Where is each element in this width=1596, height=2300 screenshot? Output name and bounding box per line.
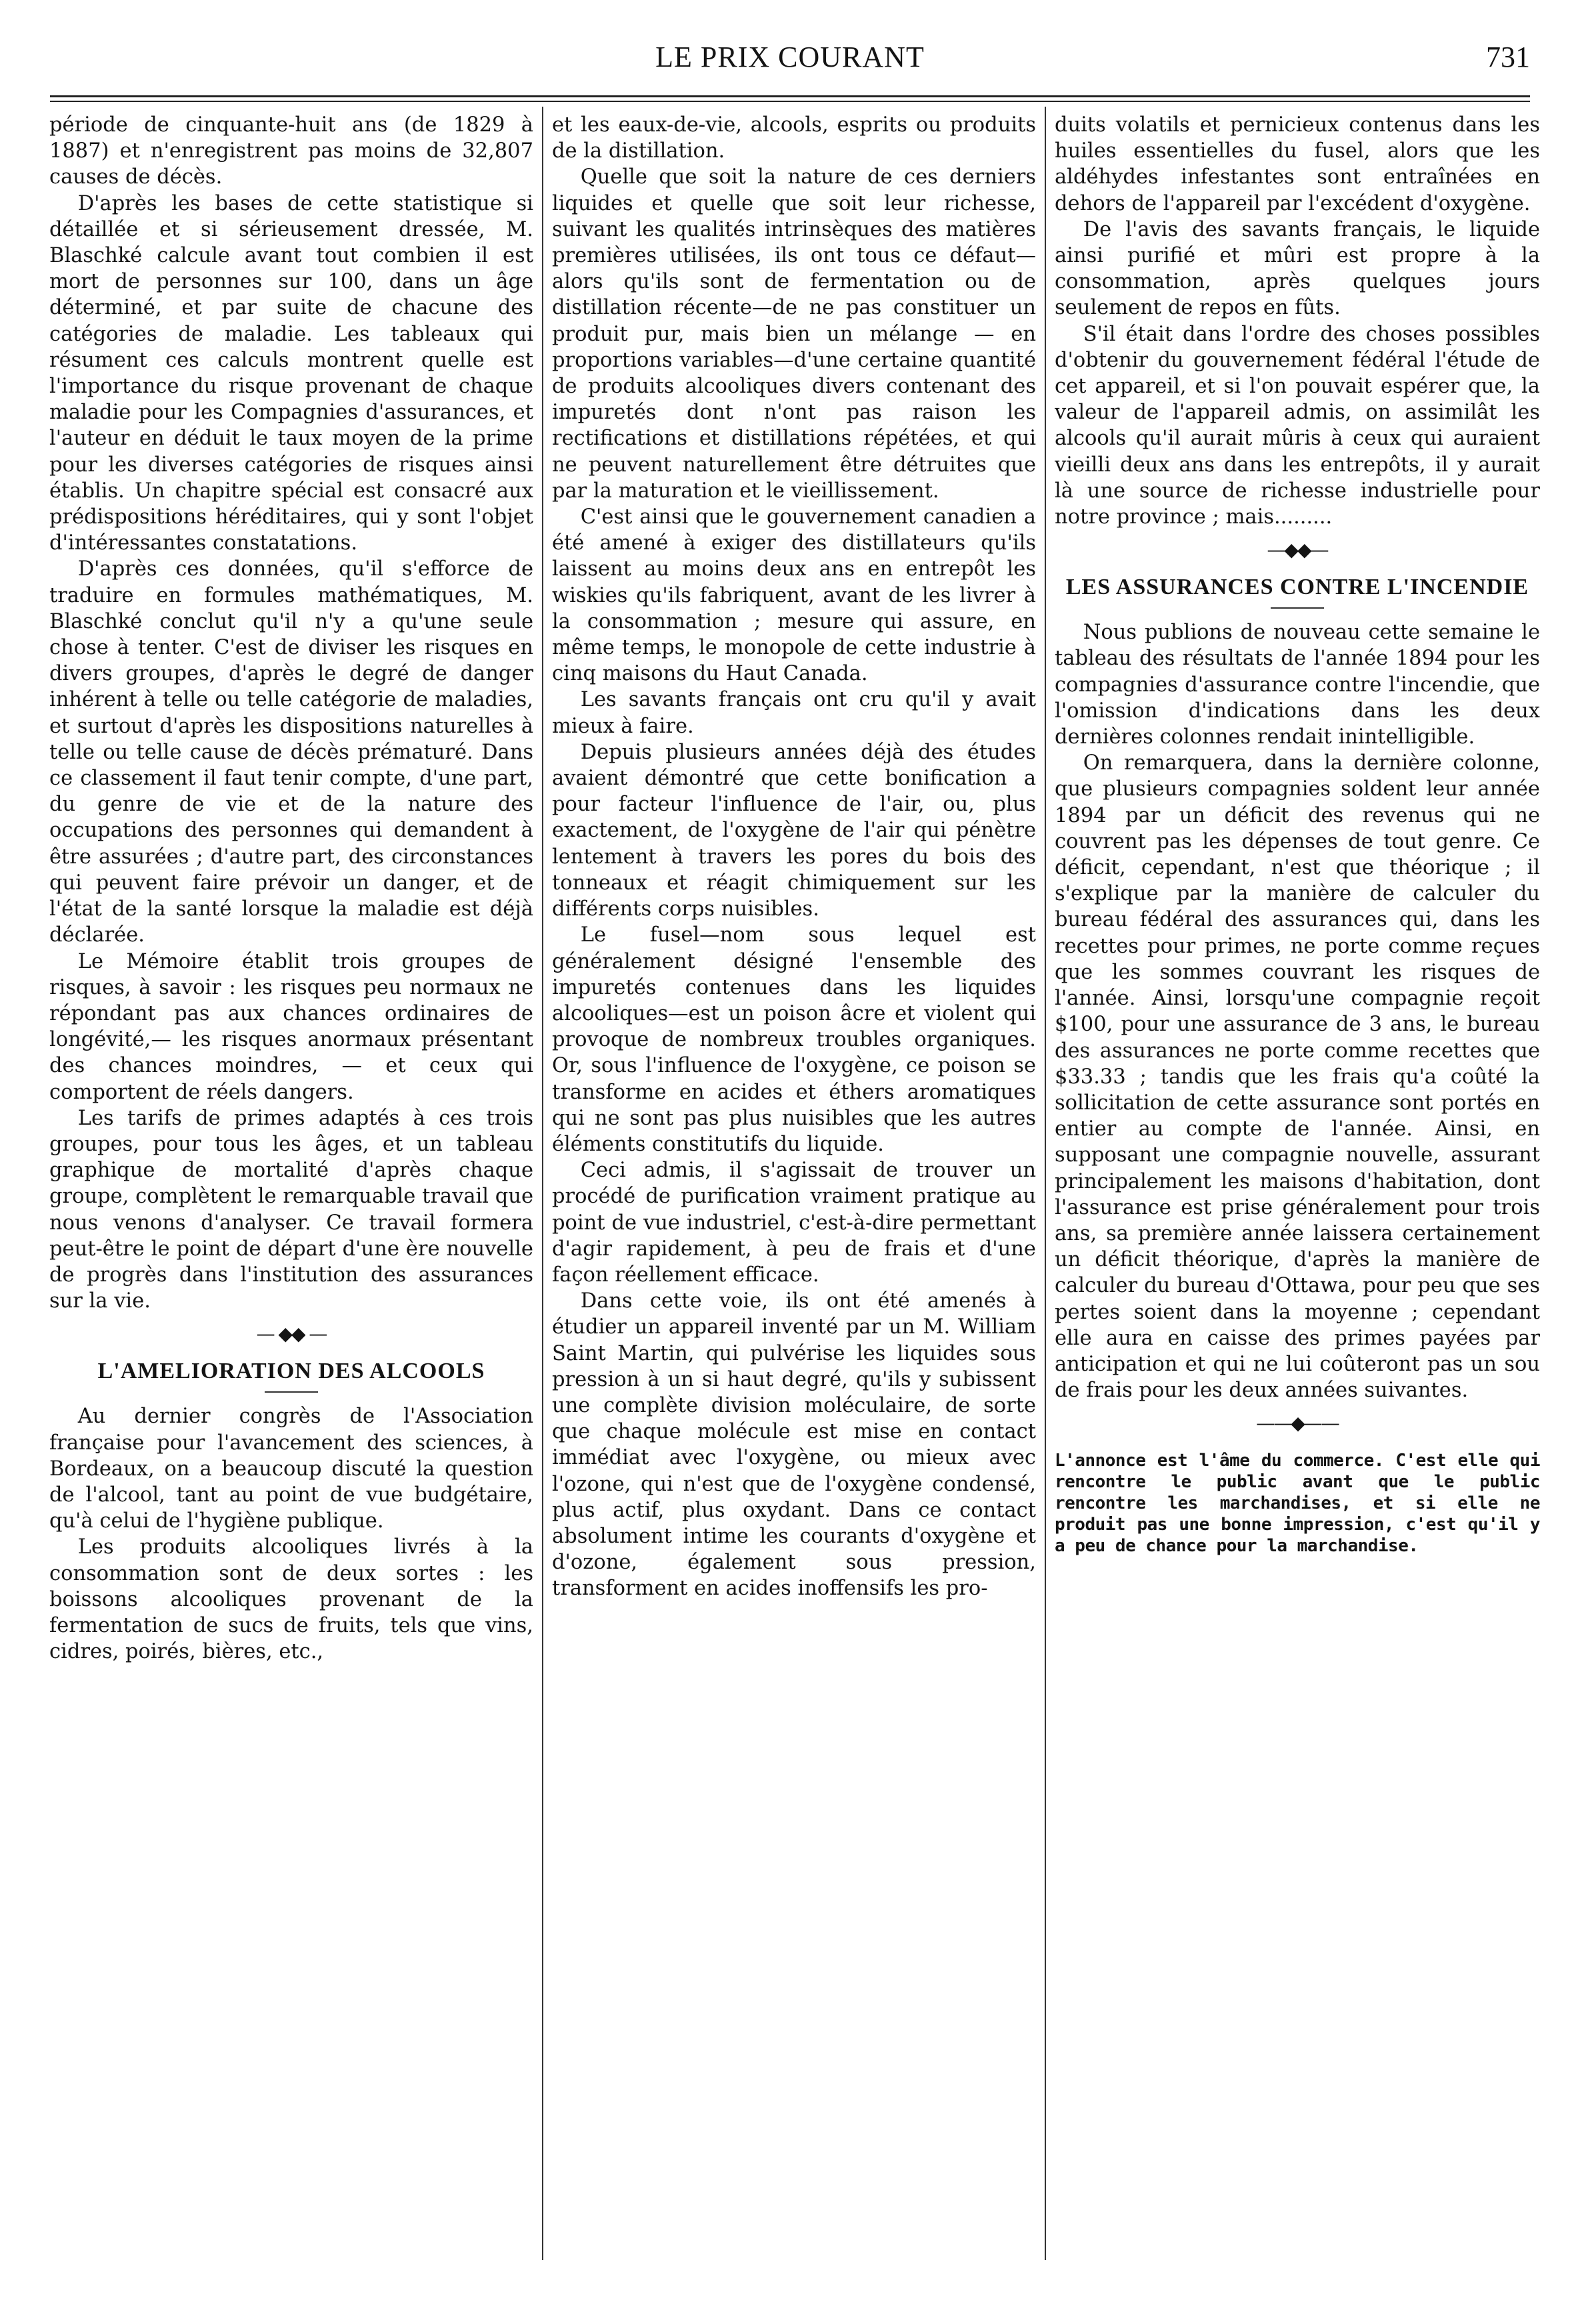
- journal-title: LE PRIX COURANT: [655, 41, 925, 73]
- column-3: [1055, 112, 1540, 2273]
- heading-rule: [265, 1391, 318, 1393]
- paragraph: Le Mémoire établit trois groupes de risques, à savoir : les risques peu normaux ne répondant pas aux chances ordinaires de longévité,— les risques anormaux présentant des chances moindres, — et ceux qui comportent de réels dangers.: [49, 949, 533, 1104]
- advertising-note: L'annonce est l'âme du commerce. C'est elle qui rencontre le public avant que le public rencontre les marchandises, et si elle ne produit pas une bonne impression, c'est qu'il y a peu de chance pour la marchandise.: [1055, 1451, 1540, 1557]
- heading-rule: [1271, 607, 1324, 609]
- paragraph: C'est ainsi que le gouvernement canadien a été amené à exiger des distillateurs qu'ils laissent au moins deux ans en entrepôt les wiskies qu'ils fabriquent, avant de les livrer à la consommation ; mesure qui assure, en même temps, le monopole de cette industrie à cinq maisons du Haut Canada.: [552, 505, 1036, 686]
- paragraph: D'après ces données, qu'il s'efforce de traduire en formules mathématiques, M. Blaschké conclut qu'il n'y a qu'une seule chose à tenter. C'est de diviser les risques en divers groupes, d'après le degré de danger inhérent à telle ou telle catégorie de maladies, et surtout d'après les dispositions naturelles à telle ou telle cause de décès prématuré. Dans ce classement il faut tenir compte, d'une part, du genre de vie et de la nature des occupations des personnes qui demandent à être assurées ; d'autre part, des circonstances qui peuvent faire prévoir un danger, et de l'état de la santé lorsque la maladie est déjà déclarée.: [49, 557, 533, 947]
- ornament-separator: —◆◆—: [1267, 539, 1328, 561]
- column-1: [49, 112, 533, 2273]
- paragraph: Les produits alcooliques livrés à la consommation sont de deux sortes : les boissons alcooliques provenant de la fermentation de sucs de fruits, tels que vins, cidres, poirés, bières, etc.,: [49, 1535, 533, 1664]
- paragraph: D'après les bases de cette statistique si détaillée et si sérieusement dressée, M. Blaschké calcule avant tout combien il est mort de personnes sur 100, dans un âge déterminé, et par suite de chacune des catégories de maladie. Les tableaux qui résument ces calculs montrent quelle est l'importance du risque provenant de chaque maladie pour les Compagnies d'assurances, et l'auteur en déduit le taux moyen de la prime pour les diverses catégories de risques ainsi établis. Un chapitre spécial est consacré aux prédispositions héréditaires, qui y sont l'objet d'intéressantes constatations.: [49, 191, 533, 555]
- paragraph: Au dernier congrès de l'Association française pour l'avancement des sciences, à Bordeaux, on a beaucoup discuté la question de l'alcool, tant au point de vue budgétaire, qu'à celui de l'hygiène publique.: [49, 1405, 533, 1533]
- paragraph: duits volatils et pernicieux contenus dans les huiles essentielles du fusel, alors que les aldéhydes infestantes sont entraînées en dehors de l'appareil par l'excédent d'oxygène.: [1055, 113, 1540, 215]
- paragraph: Les savants français ont cru qu'il y avait mieux à faire.: [552, 688, 1036, 738]
- ornament-separator: ——◆——: [1256, 1412, 1339, 1435]
- paragraph: Ceci admis, il s'agissait de trouver un procédé de purification vraiment pratique au point de vue industriel, c'est-à-dire permettant d'agir rapidement, à peu de frais et d'une façon réellement efficace.: [552, 1159, 1036, 1287]
- article-heading-alcools: L'AMELIORATION DES ALCOOLS: [97, 1359, 485, 1384]
- ornament-separator: — ◆◆ —: [256, 1323, 327, 1345]
- paragraph: Quelle que soit la nature de ces derniers liquides et quelle que soit leur richesse, suivant les qualités intrinsèques des matières premières utilisées, ils ont tous ce défaut—alors qu'ils sont de fermentation ou de distillation récente—de ne pas constituer un produit pur, mais bien un mélange — en proportions variables—d'une certaine quantité de produits alcooliques divers contenant des impuretés dont n'ont pas raison les rectifications et distillations répétées, et qui ne peuvent naturellement être détruites que par la maturation et le vieillissement.: [552, 165, 1036, 503]
- paragraph: On remarquera, dans la dernière colonne, que plusieurs compagnies soldent leur année 1894 par un déficit des revenus qui ne couvrent pas les dépenses de tout genre. Ce déficit, cependant, n'est que théorique ; il s'explique par la manière de calculer du bureau fédéral des assurances qui, dans les recettes pour primes, ne porte comme reçues que les sommes couvrant les risques de l'année. Ainsi, lorsqu'une compagnie reçoit $100, pour une assurance de 3 ans, le bureau des assurances ne porte comme recettes que $33.33 ; tandis que les frais qu'a coûté la sollicitation de cette assurance sont portés en entier au compte de l'année. Ainsi, en supposant une compagnie nouvelle, assurant principalement les maisons d'habitation, dont l'assurance est prise généralement pour trois ans, sa première année laissera certainement un déficit théorique, d'après la manière de calculer du bureau d'Ottawa, pour peu que ses pertes soient dans la moyenne ; cependant elle aura en caisse des primes payées par anticipation et qui ne lui coûteront pas un sou de frais pour les deux années suivantes.: [1055, 751, 1540, 1403]
- paragraph: et les eaux-de-vie, alcools, esprits ou produits de la distillation.: [552, 113, 1036, 163]
- column-divider-2: [1045, 107, 1046, 2260]
- column-divider-1: [542, 107, 543, 2260]
- paragraph: Nous publions de nouveau cette semaine le tableau des résultats de l'année 1894 pour les compagnies d'assurance contre l'incendie, que l'omission d'indications dans les deux dernières colonnes rendait inintelligible.: [1055, 621, 1540, 749]
- page-number: 731: [1486, 41, 1530, 73]
- paragraph: De l'avis des savants français, le liquide ainsi purifié et mûri est propre à la consommation, après quelques jours seulement de repos en fûts.: [1055, 217, 1540, 320]
- paragraph: Dans cette voie, ils ont été amenés à étudier un appareil inventé par un M. William Saint Martin, qui pulvérise les liquides sous pression à un si haut degré, qu'ils y subissent une complète division moléculaire, de sorte que chaque molécule est mise en contact immédiat avec l'oxygène, ou mieux avec l'ozone, qui n'est que de l'oxygène condensé, plus actif, plus oxydant. Dans ce contact absolument intime les courants d'oxygène et d'ozone, également sous pression, transforment en acides inoffensifs les pro-: [552, 1289, 1036, 1601]
- header-rule-bottom: [50, 101, 1530, 102]
- article-heading-assurances: LES ASSURANCES CONTRE L'INCENDIE: [1065, 575, 1529, 600]
- paragraph: S'il était dans l'ordre des choses possibles d'obtenir du gouvernement fédéral l'étude de cet appareil, et si l'on pouvait espérer que, la valeur de l'appareil admis, on assimilât les alcools qu'il aurait mûris à ceux qui auraient vieilli deux ans dans les entrepôts, il y aurait là une source de richesse industrielle pour notre province ; mais.........: [1055, 322, 1540, 529]
- page-header: [50, 40, 1530, 87]
- paragraph: période de cinquante-huit ans (de 1829 à 1887) et n'enregistrent pas moins de 32,807 causes de décès.: [49, 113, 533, 189]
- header-rule-top: [50, 95, 1530, 97]
- paragraph: Le fusel—nom sous lequel est généralement désigné l'ensemble des impuretés contenues dans les liquides alcooliques—est un poison âcre et violent qui provoque de nombreux troubles organiques. Or, sous l'influence de l'oxygène, ce poison se transforme en acides et éthers aromatiques qui ne sont pas plus nuisibles que les autres éléments constitutifs du liquide.: [552, 923, 1036, 1156]
- paragraph: Depuis plusieurs années déjà des études avaient démontré que cette bonification a pour facteur l'influence de l'air, ou, plus exactement, de l'oxygène de l'air qui pénètre lentement à travers les pores du bois des tonneaux et réagit chimiquement sur les différents corps nuisibles.: [552, 740, 1036, 921]
- column-2: [552, 112, 1036, 2273]
- paragraph: Les tarifs de primes adaptés à ces trois groupes, pour tous les âges, et un tableau graphique de mortalité d'après chaque groupe, complètent le remarquable travail que nous venons d'analyser. Ce travail formera peut-être le point de départ d'une ère nouvelle de progrès dans l'institution des assurances sur la vie.: [49, 1106, 533, 1313]
